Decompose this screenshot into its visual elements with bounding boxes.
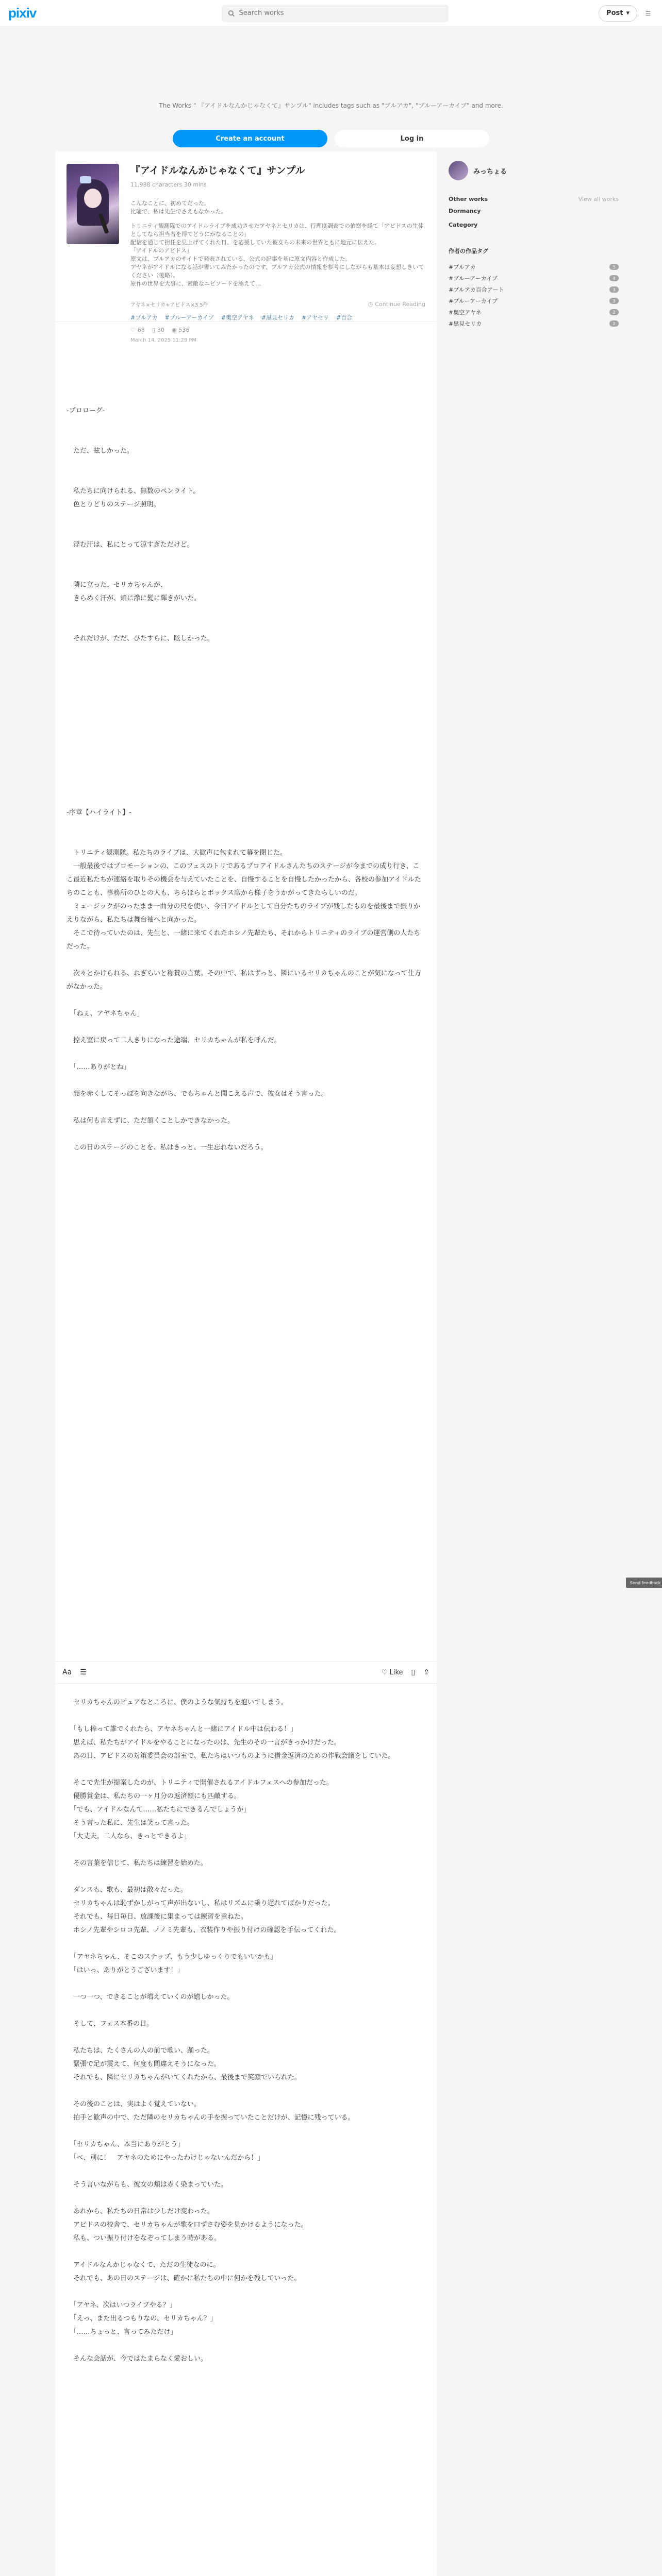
signup-promo <box>0 27 662 151</box>
likes-stat <box>130 327 145 333</box>
like-label: Like <box>389 1668 403 1676</box>
eye-icon: ◉ <box>171 327 177 333</box>
desc-line: 配信を通じて担任を見上げてくれた日、を応援していた彼女らの未来の世界ともに地元に伝えた。 <box>130 239 380 246</box>
continue-reading-link[interactable] <box>368 301 425 308</box>
works-tag-count: 3 <box>609 298 619 304</box>
tag[interactable]: #黒見セリカ <box>261 314 294 321</box>
feedback-button[interactable]: Send feedback <box>626 1578 662 1588</box>
font-size-icon[interactable]: Aa <box>62 1668 72 1676</box>
works-tag-item[interactable] <box>449 261 619 273</box>
sidebar <box>449 151 619 2576</box>
side-item-dormancy[interactable]: Dormancy <box>449 208 481 214</box>
search-bar[interactable] <box>222 5 449 22</box>
desc-line: 原作の世界を大事に、素敵なエピソードを添えて… <box>130 280 261 287</box>
list-icon[interactable]: ☰ <box>80 1668 87 1676</box>
work-stats <box>130 327 425 333</box>
tag-list <box>130 313 425 321</box>
other-works-title: Other works <box>449 196 488 202</box>
works-tag-item[interactable] <box>449 273 619 284</box>
works-tag-label: #ブルーアーカイブ <box>449 298 498 304</box>
chevron-down-icon: ▾ <box>626 9 630 17</box>
clock-icon: ◷ <box>368 301 373 308</box>
novel-column <box>55 151 437 2576</box>
heart-icon: ♡ <box>130 327 136 333</box>
bookmark-icon[interactable]: ▯ <box>411 1668 416 1676</box>
bookmarks-count: 30 <box>157 327 164 333</box>
post-button[interactable] <box>599 5 637 22</box>
works-tag-label: #黒見セリカ <box>449 320 482 327</box>
series-info: アヤネ×セリカ+アビドス×3 5件 <box>130 302 208 308</box>
works-tag-item[interactable] <box>449 318 619 329</box>
reader-toolbar <box>55 1661 437 1684</box>
tag[interactable]: #ブルアカ <box>130 314 158 321</box>
desc-line: こんなことに、初めてだった。 <box>130 200 210 207</box>
works-tag-label: #ブルアカ <box>449 264 476 270</box>
toolbar-actions <box>382 1668 429 1676</box>
likes-count: 68 <box>137 327 145 333</box>
work-info <box>55 151 437 343</box>
search-input[interactable] <box>239 9 443 17</box>
avatar[interactable] <box>449 161 468 180</box>
works-tag-item[interactable] <box>449 284 619 295</box>
works-tag-item[interactable] <box>449 307 619 318</box>
other-works-header <box>449 196 619 202</box>
desc-line: トリニティ観測隊でのアイドルライブを成功させたアヤネとセリカは、行理度調査での偵察を経て「アビドスの生徒としてなら担当者を得てどうにかなることの」 <box>130 223 424 238</box>
desc-line: 「アイドルのアビドス」 <box>130 247 192 254</box>
works-tag-label: #ブルーアーカイブ <box>449 275 498 282</box>
works-tag-count: 2 <box>609 309 619 315</box>
menu-icon[interactable]: ☰ <box>645 9 651 17</box>
author-profile[interactable] <box>449 161 619 180</box>
works-tag-count: 5 <box>609 264 619 270</box>
login-button[interactable]: Log in <box>335 130 489 147</box>
works-tag-item[interactable] <box>449 295 619 307</box>
continue-reading-label: Continue Reading <box>375 301 425 308</box>
side-item-category[interactable]: Category <box>449 222 478 228</box>
content-area <box>0 151 662 2576</box>
view-all-link[interactable]: View all works <box>578 196 619 202</box>
work-title: 『アイドルなんかじゃなくて』サンプル <box>130 165 305 176</box>
share-icon[interactable]: ⇪ <box>423 1668 429 1676</box>
tag[interactable]: #百合 <box>336 314 353 321</box>
tag[interactable]: #ブルーアーカイブ <box>164 314 214 321</box>
create-account-button[interactable]: Create an account <box>173 130 327 147</box>
work-meta: 11,988 characters 30 mins <box>130 181 207 188</box>
cover-image[interactable] <box>67 164 119 244</box>
like-button[interactable] <box>382 1669 403 1676</box>
author-name[interactable]: みっちょる <box>473 167 507 176</box>
tags-row <box>130 300 425 308</box>
works-tags-title: 作者の作品タグ <box>449 248 488 255</box>
desc-line: 原文は、ブルアカのサイトで発表されている、公式の記事を基に原文内容と作成した。 <box>130 256 351 262</box>
works-tag-label: #ブルアカ百合アート <box>449 286 504 293</box>
pixiv-logo[interactable]: pixiv <box>8 5 37 21</box>
work-info-body <box>130 164 425 343</box>
heart-icon: ♡ <box>381 1668 388 1676</box>
promo-text: The Works " 『アイドルなんかじゃなくて』サンプル" includes tags such as "ブルアカ", "ブルーアーカイブ" and more. <box>159 102 503 109</box>
views-count: 536 <box>178 327 190 333</box>
promo-buttons <box>0 130 662 147</box>
post-button-label: Post <box>606 9 623 17</box>
desc-line: アヤネがアイドルになる話が書いてみたかったのです、ブルアカ公式の情報を参考にしながらも基本は妄想しきいてください（後略）。 <box>130 264 424 279</box>
desc-line: 比喩で、私は先生でさえもなかった。 <box>130 208 227 215</box>
works-tag-count: 4 <box>609 275 619 281</box>
work-description <box>130 199 425 288</box>
top-header <box>0 0 662 27</box>
tag[interactable]: #奥空アヤネ <box>221 314 254 321</box>
bookmark-icon: ▯ <box>152 327 155 333</box>
works-tag-count: 3 <box>609 286 619 293</box>
novel-body-continued: セリカちゃんのピュアなところに、僕のような気持ちを抱いてしまう。 「もし棒って誰でくれたら、アヤネちゃんと一緒にアイドル中は伝わる！」 思えば、私たちがアイドルをやることになったのは、先生のその一言がきっかけだった。 あの日、アビドスの対策委員会の部室で、私たちはいつものように借金返済のための作戦会議をしていた。 そこで先生が提案したのが、トリニティで開催されるアイドルフェスへの参加だった。 優勝賞金は、私たちの一ヶ月分の返済額にも匹敵する。 「でも、アイドルなんて……私たちにできるんでしょうか」 そう言った私に、先生は笑って言った。 「大丈夫。二人なら、きっとできるよ」 その言葉を信じて、私たちは練習を始めた。 ダンスも、歌も、最初は散々だった。 セリカちゃんは恥ずかしがって声が出ないし、私はリズムに乗り遅れてばかりだった。 それでも、毎日毎日、放課後に集まっては練習を重ねた。 ホシノ先輩やシロコ先輩、ノノミ先輩も、衣装作りや振り付けの確認を手伝ってくれた。 「アヤネちゃん、そこのステップ、もう少しゆっくりでもいいかも」 「はいっ、ありがとうございます！」 一つ一つ、できることが増えていくのが嬉しかった。 そして、フェス本番の日。 私たちは、たくさんの人の前で歌い、踊った。 緊張で足が震えて、何度も間違えそうになった。 それでも、隣にセリカちゃんがいてくれたから、最後まで笑顔でいられた。 その後のことは、実はよく覚えていない。 拍手と歓声の中で、ただ隣のセリカちゃんの手を握っていたことだけが、記憶に残っている。 「セリカちゃん、本当にありがとう」 「べ、別に！ アヤネのためにやったわけじゃないんだから！」 そう言いながらも、彼女の頬は赤く染まっていた。 あれから、私たちの日常は少しだけ変わった。 アビドスの校舎で、セリカちゃんが歌を口ずさむ姿を見かけるようになった。 私も、つい振り付けをなぞってしまう時がある。 アイドルなんかじゃなくて、ただの生徒なのに。 それでも、あの日のステージは、確かに私たちの中に何かを残していった。 「アヤネ、次はいつライブやる？」 「えっ、また出るつもりなの、セリカちゃん？」 「……ちょっと、言ってみただけ」 そんな会話が、今ではたまらなく愛おしい。 <box>73 1699 395 2363</box>
novel-body: -プロローグ- ただ、眩しかった。 私たちに向けられる、無数のペンライト。 色とりどりのステージ照明。 浮む汗は、私にとって涼すぎただけど。 隣に立った、セリカちゃんが、 きらめく汗が、頬に滲に髪に輝きがいた。 それだけが、ただ、ひたすらに、眩しかった。 -序章【ハイライト】- トリニティ観測隊。私たちのライブは、大歓声に包まれて幕を閉じた。 一般最後ではプロモーションの、このフェスのトリであるプロアイドルさんたちのステージが今までの成り行き、ここ最近私たちが連絡を取りその機会を与えていたことを、自慢することを自慢したかったから、各校の参加アイドルたちのことも、事務所のひとの人も、ちらほらとボックス席から様子をうかがってきたらしいのだ。 ミュージックがのったまま一曲分の尺を使い、今日アイドルとして自分たちのライブが残したものを最後まで振りかえりながら、私たちは舞台袖へと向かった。 そこで待っていたのは、先生と、一緒に来てくれたホシノ先輩たち、それからトリニティのライブの運営側の人たちだった。 次々とかけられる、ねぎらいと称賛の言葉。その中で、私はずっと、隣にいるセリカちゃんのことが気になって仕方がなかった。 「ねぇ、アヤネちゃん」 控え室に戻って二人きりになった途端、セリカちゃんが私を呼んだ。 「……ありがとね」 顔を赤くしてそっぽを向きながら、でもちゃんと聞こえる声で、彼女はそう言った。 私は何も言えずに、ただ頷くことしかできなかった。 この日のステージのことを、私はきっと、一生忘れないだろう。 <box>67 407 421 1151</box>
publish-date: March 14, 2025 11:29 PM <box>130 337 197 343</box>
search-icon <box>228 10 235 17</box>
works-tags-list <box>449 261 619 329</box>
works-tag-count: 2 <box>609 320 619 327</box>
bookmarks-stat <box>152 327 164 333</box>
views-stat <box>172 327 190 333</box>
works-tag-label: #奥空アヤネ <box>449 309 482 316</box>
tag[interactable]: #アヤセリ <box>301 314 329 321</box>
side-menu <box>449 208 619 228</box>
